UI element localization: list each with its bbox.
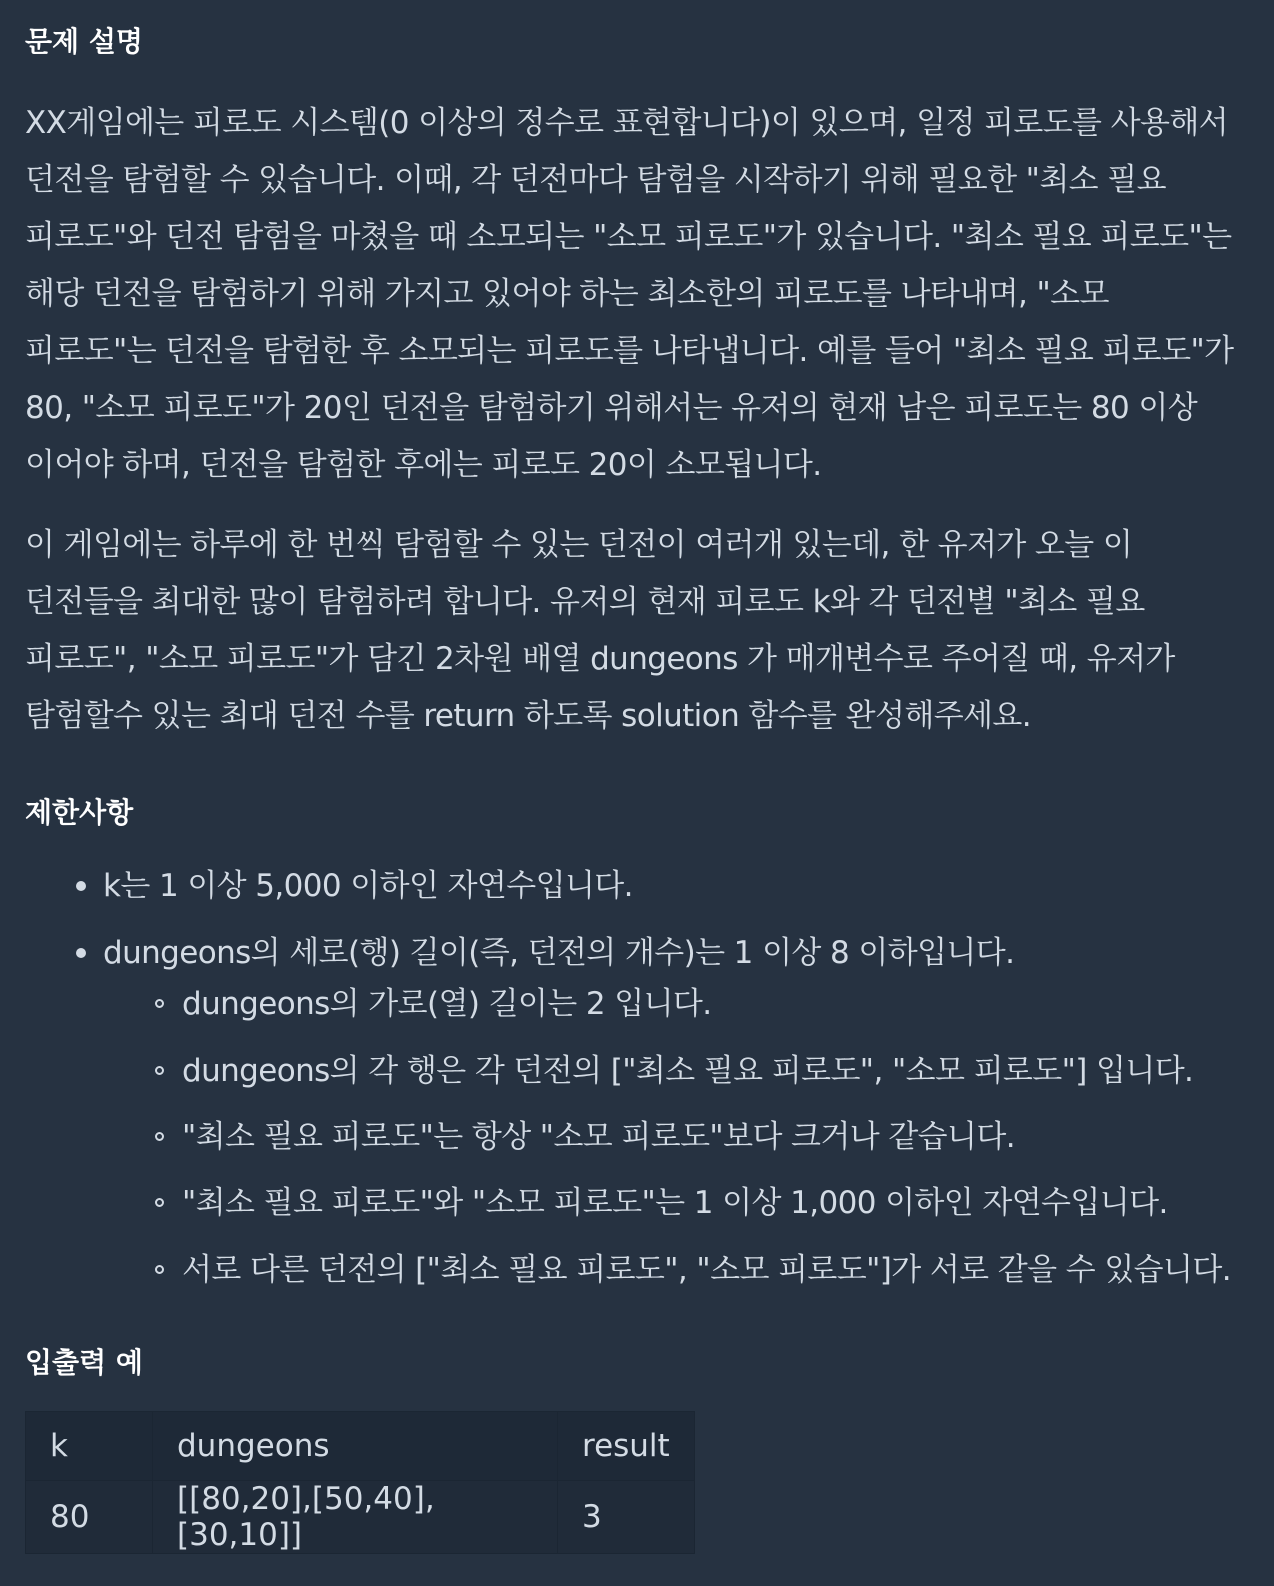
constraint-item: dungeons의 세로(행) 길이(즉, 던전의 개수)는 1 이상 8 이하입니다. (103, 935, 1015, 971)
constraint-sub-item: 서로 다른 던전의 ["최소 필요 피로도", "소모 피로도"]가 서로 같을 수 있습니다. (182, 1252, 1231, 1288)
bullet-circle (155, 1198, 164, 1207)
header-dungeons: dungeons (153, 1412, 558, 1481)
bullet-circle (155, 1132, 164, 1141)
constraint-sub-item: dungeons의 각 행은 각 던전의 ["최소 필요 피로도", "소모 피로도"] 입니다. (182, 1053, 1194, 1089)
description-paragraph-2: 이 게임에는 하루에 한 번씩 탐험할 수 있는 던전이 여러개 있는데, 한 유저가 오늘 이 던전들을 최대한 많이 탐험하려 합니다. 유저의 현재 피로도 k와 각 던전별 "최소 필요 피로도", "소모 피로도"가 담긴 2차원 배열 dungeons 가 매개변수로 주어질 때, 유저가 탐험할수 있는 최대 던전 수를 return 하도록 solution 함수를 완성해주세요. (25, 527, 1175, 734)
header-result: result (558, 1412, 695, 1481)
cell-dungeons: [[80,20],[50,40],[30,10]] (153, 1481, 558, 1554)
constraints-title: 제한사항 (25, 796, 134, 829)
io-title: 입출력 예 (25, 1346, 143, 1379)
bullet-circle (155, 999, 164, 1008)
bullet-disc (76, 948, 86, 958)
bullet-circle (155, 1066, 164, 1075)
constraint-sub-item: "최소 필요 피로도"는 항상 "소모 피로도"보다 크거나 같습니다. (182, 1119, 1015, 1155)
bullet-circle (155, 1265, 164, 1274)
constraint-sub-item: "최소 필요 피로도"와 "소모 피로도"는 1 이상 1,000 이하인 자연수입니다. (182, 1185, 1168, 1221)
cell-k: 80 (26, 1481, 153, 1554)
constraint-sub-item: dungeons의 가로(열) 길이는 2 입니다. (182, 986, 712, 1022)
constraint-item: k는 1 이상 5,000 이하인 자연수입니다. (103, 868, 633, 904)
cell-result: 3 (558, 1481, 695, 1554)
io-example-table (25, 1411, 695, 1554)
table-header-row (26, 1412, 695, 1481)
bullet-disc (76, 881, 86, 891)
table-row (26, 1481, 695, 1554)
header-k: k (26, 1412, 153, 1481)
description-paragraph-1: XX게임에는 피로도 시스템(0 이상의 정수로 표현합니다)이 있으며, 일정 피로도를 사용해서 던전을 탐험할 수 있습니다. 이때, 각 던전마다 탐험을 시작하기 위해 필요한 "최소 필요 피로도"와 던전 탐험을 마쳤을 때 소모되는 "소모 피로도"가 있습니다. "최소 필요 피로도"는 해당 던전을 탐험하기 위해 가지고 있어야 하는 최소한의 피로도를 나타내며, "소모 피로도"는 던전을 탐험한 후 소모되는 피로도를 나타냅니다. 예를 들어 "최소 필요 피로도"가 80, "소모 피로도"가 20인 던전을 탐험하기 위해서는 유저의 현재 남은 피로도는 80 이상 이어야 하며, 던전을 탐험한 후에는 피로도 20이 소모됩니다. (25, 105, 1234, 483)
description-title: 문제 설명 (25, 25, 143, 58)
